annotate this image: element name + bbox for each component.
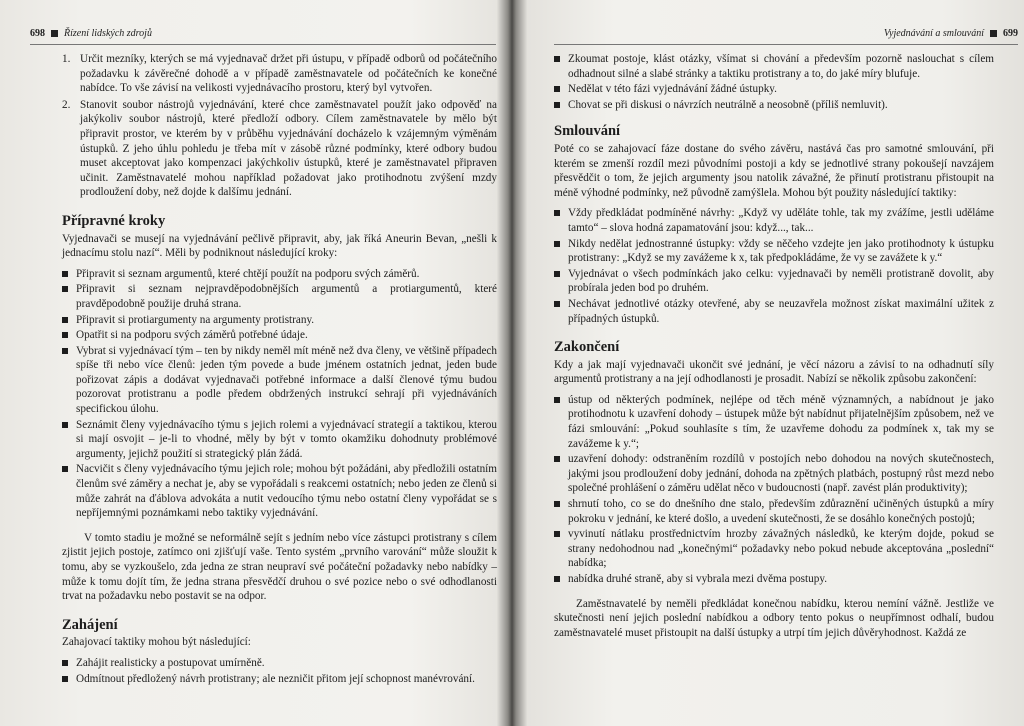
list-item: [554, 527, 994, 571]
square-bullet-icon: [554, 56, 560, 62]
list-item-text: shrnutí toho, co se do dnešního dne stalo, především zdůraznění učiněných ústupků a míry pokroku v jednání, ke které došlo, a uvedení skutečnosti, že se dosáhlo konečných postojů;: [568, 498, 994, 525]
left-header-rule: [30, 44, 496, 45]
list-item-text: Odmítnout předložený návrh protistrany; ale nezničit přitom její schopnost manévrování.: [76, 672, 475, 685]
bullet-list: [554, 52, 994, 112]
right-page: [514, 0, 1024, 726]
list-item-text: Nedělat v této fázi vyjednávání žádné ústupky.: [568, 83, 777, 96]
bullet-list: [554, 206, 994, 326]
list-item: [554, 297, 994, 326]
paragraph: Poté co se zahajovací fáze dostane do svého závěru, nastává čas pro samotné smlouvání, při kterém se zmenší rozdíl mezi původními postoji a kdy se jednotlivé strany pokoušejí navzájem přesvědčit o tom, že jejich argumenty jsou natolik závažné, že přinutí protistranu přistoupit na méně výhodné podmínky, než původně zamýšlela. Mohou být použity následující taktiky:: [554, 142, 994, 199]
section-heading-smlouvani: Smlouvání: [554, 123, 621, 140]
left-page-number: 698: [30, 28, 45, 39]
bullet-list: [62, 267, 497, 521]
list-item: [62, 344, 497, 417]
numbered-item: [62, 52, 497, 96]
list-item: [62, 313, 497, 328]
square-bullet-icon: [554, 86, 560, 92]
list-item-text: Nacvičit s členy vyjednávacího týmu jejich role; mohou být požádáni, aby předložili ostatním členům své záměry a nechat je, aby se vypořádali s reakcemi ostatních; nebo jeden ze členů si může zahrát na ďáblova advokáta a nutit vedoucího týmu nebo ostatní členy vypořádat se s nepříjemnými poznámkami nebo taktiky vyjednávání.: [76, 463, 497, 520]
item-number: 2.: [62, 98, 71, 111]
paragraph: Kdy a jak mají vyjednavači ukončit své jednání, je věcí názoru a závisí to na odhadnutí síly argumentů protistrany a na její odhodlanosti je prosadit. Nabízí se několik způsobu zakončení:: [554, 358, 994, 386]
square-bullet-icon: [554, 241, 560, 247]
square-bullet-icon: [554, 531, 560, 537]
square-bullet-icon: [62, 348, 68, 354]
square-bullet-icon: [62, 676, 68, 682]
list-item: [62, 418, 497, 462]
list-item: [554, 82, 994, 97]
square-bullet-icon: [62, 317, 68, 323]
list-item-text: Chovat se při diskusi o návrzích neutrálně a neosobně (příliš nemluvit).: [568, 98, 888, 111]
list-item: [62, 267, 497, 282]
item-number: 1.: [62, 53, 71, 65]
square-bullet-icon: [554, 102, 560, 108]
list-item-text: Nechávat jednotlivé otázky otevřené, aby se neuzavřela možnost získat maximální užitek z případných ústupků.: [568, 297, 994, 325]
item-text: Určit mezníky, kterých se má vyjednavač držet při ústupu, v případě odborů od počátečního požadavku k závěrečné dohodě a v případě zaměstnavatele od počátečních ke konečné nabídce. To vše závisí na velikosti vyjednávacího prostoru, který byl vytvořen.: [80, 53, 497, 95]
list-item-text: Připravit si seznam nejpravděpodobnějších argumentů a protiargumentů, které pravděpodobně použije druhá strana.: [76, 283, 497, 310]
list-item: [554, 393, 994, 451]
left-page: [0, 0, 510, 726]
paragraph: Zaměstnavatelé by neměli předkládat konečnou nabídku, kterou nemíní vážně. Jestliže ve skutečnosti není jejich poslední nabídkou a odbory tento pokus o neupřímnost odhalí, budou zaměstnavatelé muset přistoupit na další ústupky a utrpí tím jejich důvěryhodnost. Každá ze: [554, 597, 994, 639]
right-running-title: Vyjednávání a smlouvání: [883, 28, 984, 39]
list-item-text: Vždy předkládat podmíněné návrhy: „Když vy uděláte tohle, tak my zvážíme, jestli uděláme tamto“ – slova hodná zapamatování jsou: když..., tak...: [568, 207, 994, 234]
list-item: [554, 497, 994, 526]
square-bullet-icon: [554, 301, 560, 307]
square-bullet-icon: [62, 271, 68, 277]
right-column: [554, 52, 994, 644]
section-heading-zahajeni: Zahájení: [62, 616, 118, 633]
right-running-head: [884, 28, 1018, 39]
right-header-rule: [554, 44, 1018, 45]
square-bullet-icon: [62, 660, 68, 666]
list-item-text: nabídka druhé straně, aby si vybrala mezi dvěma postupy.: [568, 573, 827, 585]
list-item: [554, 206, 994, 235]
list-item-text: ústup od některých podmínek, nejlépe od těch méně významných, a nabídnout je jako protihodnotu k uzavření dohody – ústupek může být nabídnut přijatelnějším způsobem, než ve fázi smlouvání: „Pokud souhlasíte s tím, že uzavřeme dohodu za podmínek x, tak my se zavážeme k y.“;: [568, 393, 994, 450]
right-page-number: 699: [1003, 28, 1018, 39]
list-item: [62, 672, 497, 687]
list-item-text: Zahájit realisticky a postupovat umírněně.: [76, 656, 265, 669]
bullet-list: [554, 393, 994, 587]
list-item-text: Připravit si seznam argumentů, které chtějí použít na podporu svých záměrů.: [76, 267, 420, 280]
square-bullet-icon: [554, 501, 560, 507]
bullet-list: [62, 656, 497, 686]
list-item: [554, 237, 994, 266]
square-bullet-icon: [554, 576, 560, 582]
paragraph: V tomto stadiu je možné se neformálně sejít s jedním nebo více zástupci protistrany s cílem zjistit jejich postoje, zatímco oni zjišťují vaše. Tento systém „prvního varování“ může sloužit k tomu, aby se vyzkoušelo, zda jedna ze stran neupraví své počáteční požadavky nebo nabídky – může k tomu dojít tím, že jedna strana přesvědčí druhou o své pozice nebo o své odhodlanosti trvat na požadavku nebo postavit se na odpor.: [62, 531, 497, 603]
paragraph: Zahajovací taktiky mohou být následující:: [62, 636, 251, 649]
square-bullet-icon: [554, 210, 560, 216]
left-running-head: [30, 28, 152, 39]
left-column: [62, 52, 497, 690]
list-item-text: uzavření dohody: odstraněním rozdílů v postojích nebo dohodou na nových skutečnostech, jakými jsou prodloužení doby jednání, dohoda na zpětných platbách, postupný růst mezd nebo společné prohlášení o záměru udělat něco v budoucnosti (např. zavést plán produktivity);: [568, 453, 994, 495]
list-item: [62, 656, 497, 671]
list-item-text: Opatřit si na podporu svých záměrů potřebné údaje.: [76, 329, 308, 342]
item-text: Stanovit soubor nástrojů vyjednávání, které chce zaměstnavatel použít jako odpověď na jakýkoliv soubor nástrojů, které předloží odbory. Cílem zaměstnavatele by mělo být připravit prostor, ve kterém by v průběhu vyjednávání docházelo k vzájemným výměnám ústupků. Z jeho úhlu pohledu je třeba mít v zásobě různé podmínky, které odbory budou muset akceptovat jako kompenzaci jakýchkoliv ústupků, které je zaměstnavatel připraven učinit. Zaměstnavatelé mohou například požadovat jako protihodnotu zvýšení mzdy prodloužení doby, než dojde k dalšímu jednání.: [80, 98, 497, 199]
list-item-text: Seznámit členy vyjednávacího týmu s jejich rolemi a vyjednávací strategií a taktikou, kterou si mají osvojit – je-li to vhodné, měly by být v tomto okamžiku dohodnuty problémové argumenty, jejichž použití si strategický plán žádá.: [76, 418, 497, 460]
left-running-title: Řízení lidských zdrojů: [64, 28, 152, 39]
list-item: [554, 572, 994, 587]
square-bullet-icon: [62, 286, 68, 292]
section-heading-zakonceni: Zakončení: [554, 339, 620, 356]
list-item-text: Vyjednávat o všech podmínkách jako celku: vyjednavači by neměli protistraně dovolit, aby probírala jeden bod po druhém.: [568, 267, 994, 295]
square-bullet-icon: [554, 397, 560, 403]
list-item: [62, 282, 497, 311]
square-bullet-icon: [554, 456, 560, 462]
list-item-text: Vybrat si vyjednávací tým – ten by nikdy neměl mít méně než dva členy, ve většině případech spíše tři nebo více členů: jeden tým povede a bude jménem ostatních jednat, jeden bude pořizovat zápis a dodávat vyjednavači potřebné informace a další členové týmu budou pozorovat protistranu a podle předem obdržených instrukcí sehrají při vyjednáváních specifickou úlohu.: [76, 344, 497, 416]
square-bullet-icon: [62, 466, 68, 472]
square-bullet-icon: [554, 271, 560, 277]
section-heading-pripravne: Přípravné kroky: [62, 212, 166, 229]
paragraph: Vyjednavači se musejí na vyjednávání pečlivě připravit, aby, jak říká Aneurin Bevan, „nešli k jednacímu stolu nazí“. Měli by podniknout následující kroky:: [62, 232, 497, 260]
square-bullet-icon: [51, 30, 58, 37]
list-item: [554, 452, 994, 496]
square-bullet-icon: [62, 422, 68, 428]
list-item-text: Nikdy nedělat jednostranné ústupky: vždy se něčeho vzdejte jen jako protihodnoty k ústupku protistrany: „Když se my zavážeme k x, tak předpokládáme, že vy se zavážete k y.“: [568, 237, 994, 265]
list-item: [554, 267, 994, 296]
list-item: [554, 52, 994, 81]
square-bullet-icon: [62, 332, 68, 338]
numbered-item: [62, 98, 497, 200]
list-item: [62, 328, 497, 343]
list-item-text: vyvinutí nátlaku prostřednictvím hrozby závažných následků, ke kterým dojde, pokud se strany nedohodnou nad „konečnými“ požadavky nebo pokud nebude akceptována „poslední“ nabídka;: [568, 528, 994, 570]
list-item-text: Zkoumat postoje, klást otázky, všímat si chování a především pozorně naslouchat s cílem odhadnout silné a slabé stránky a taktiku protistrany a to, do jaké míry blufuje.: [568, 53, 994, 80]
square-bullet-icon: [990, 30, 997, 37]
list-item: [62, 462, 497, 520]
list-item: [554, 98, 994, 113]
list-item-text: Připravit si protiargumenty na argumenty protistrany.: [76, 313, 315, 326]
